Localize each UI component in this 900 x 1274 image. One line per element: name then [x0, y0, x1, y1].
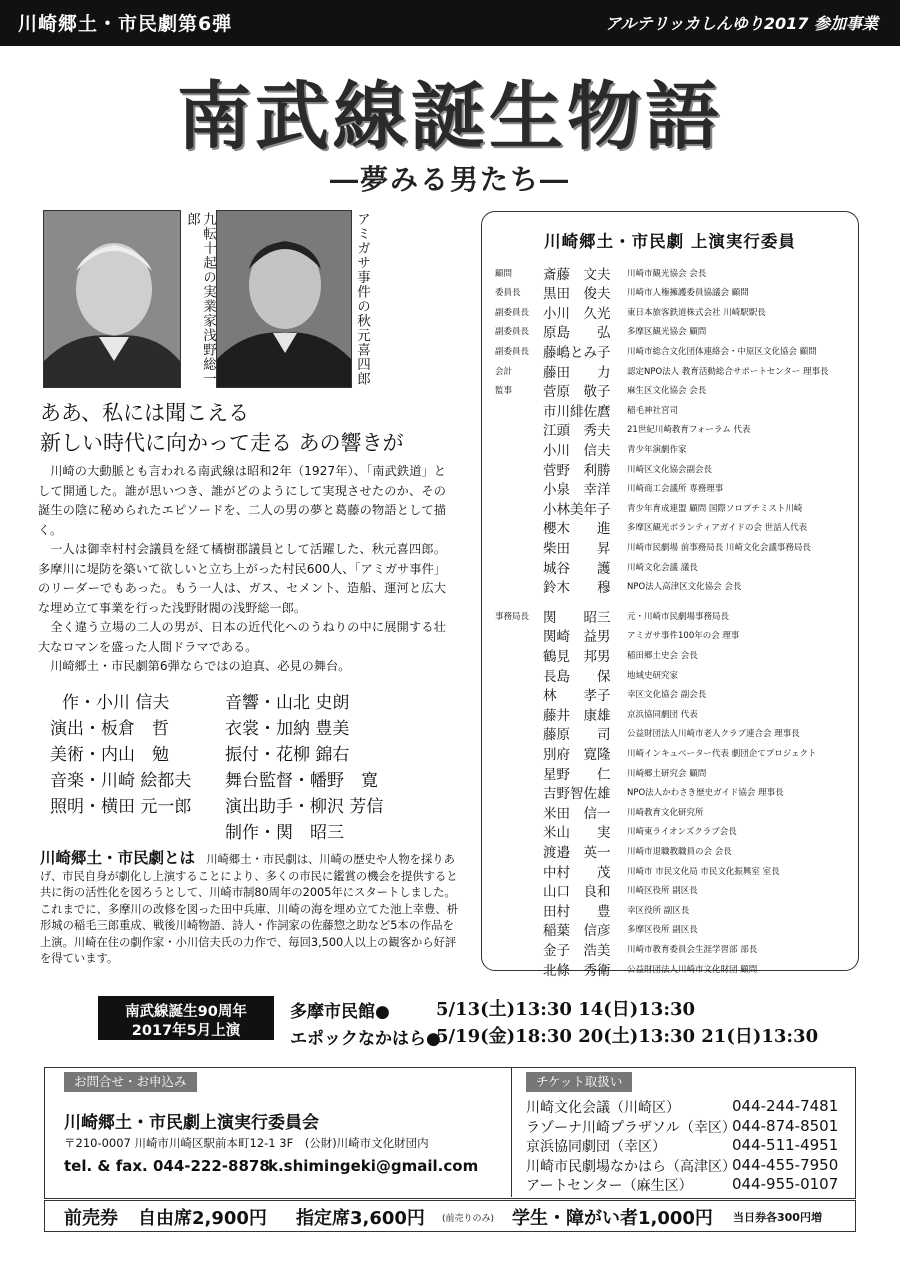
price-advance: 前売券 [64, 1208, 118, 1229]
price-reserved-note: (前売りのみ) [442, 1214, 495, 1224]
event-label: アルテリッカしんゆり2017 参加事業 [605, 14, 878, 33]
committee-name: 山口 良和 [543, 884, 611, 901]
committee-role: 事務局長 [495, 611, 530, 622]
committee-row [495, 958, 757, 978]
committee-org: 川崎市教育委員会生涯学習部 部長 [627, 944, 758, 955]
committee-org: 元・川崎市民劇場事務局長 [627, 611, 730, 622]
committee-role: 副委員長 [495, 346, 530, 357]
committee-name: 柴田 昇 [543, 540, 611, 557]
committee-name: 小川 久光 [543, 305, 611, 322]
committee-name: 鈴木 穆 [543, 580, 611, 597]
dates-epoch: 5/19(金)18:30 20(土)13:30 21(日)13:30 [436, 1026, 819, 1047]
committee-org: 川崎東ライオンズクラブ会長 [627, 827, 737, 838]
committee-name: 星野 仁 [543, 766, 611, 783]
lead-line-2: 新しい時代に向かって走る あの響きが [40, 431, 404, 455]
committee-org: 麻生区文化協会 会長 [627, 386, 707, 397]
committee-row [495, 419, 751, 439]
price-reserved: 指定席3,600円 [296, 1208, 425, 1229]
committee-row [495, 321, 706, 341]
committee-name: 小林美年子 [543, 501, 611, 518]
committee-org: 認定NPO法人 教育活動総合サポートセンター 理事長 [627, 366, 829, 377]
lead-line-1: ああ、私には聞こえる [40, 401, 250, 425]
committee-org: 地域史研究家 [627, 670, 679, 681]
contact-address: 〒210-0007 川崎市川崎区駅前本町12-1 3F (公財)川崎市文化財団内 [64, 1136, 429, 1150]
contact-org: 川崎郷土・市民劇上演実行委員会 [64, 1113, 319, 1133]
committee-row [495, 684, 706, 704]
committee-name: 金子 浩美 [543, 942, 611, 959]
credit-item: 作・小川 信夫 [62, 693, 170, 713]
credit-item: 音響・山北 史朗 [225, 693, 350, 713]
committee-name: 藤井 康雄 [543, 707, 611, 724]
committee-name: 藤田 力 [543, 364, 611, 381]
credit-item: 演出・板倉 哲 [50, 719, 169, 739]
committee-org: 公益財団法人川崎市文化財団 顧問 [627, 964, 758, 975]
committee-name: 藤嶋とみ子 [543, 344, 611, 361]
committee-org: 川崎市観光協会 会長 [627, 268, 707, 279]
story-body [38, 462, 446, 677]
committee-name: 米山 実 [543, 825, 611, 842]
info-divider [511, 1067, 512, 1197]
committee-name: 城谷 護 [543, 560, 611, 577]
tickets-tab: チケット取扱い [526, 1072, 632, 1092]
committee-row [495, 860, 780, 880]
committee-row [495, 664, 678, 684]
venue-epoch: エポックなかはら● [290, 1029, 441, 1049]
committee-name: 菅野 利勝 [543, 462, 611, 479]
committee-org: 多摩区観光ボランティアガイドの会 世話人代表 [627, 523, 808, 534]
committee-row [495, 625, 739, 645]
committee-org: 京浜協同劇団 代表 [627, 709, 698, 720]
credit-item: 演出助手・柳沢 芳信 [225, 797, 384, 817]
anniversary-line-1: 南武線誕生90周年 [125, 1004, 247, 1020]
caption-asano: 九転十起の実業家浅野総一郎 [184, 212, 216, 386]
price-same-day: 当日券各300円増 [733, 1211, 822, 1224]
committee-org: NPO法人高津区文化協会 会長 [627, 582, 742, 593]
committee-row [495, 340, 817, 360]
anniversary-badge [98, 996, 274, 1040]
committee-row [495, 360, 829, 380]
main-title: 南武線誕生物語 [177, 74, 723, 160]
committee-row [495, 840, 732, 860]
committee-row [495, 556, 698, 576]
about-section [40, 850, 464, 968]
committee-row [495, 762, 706, 782]
committee-org: 稲田郷土史会 会長 [627, 650, 698, 661]
committee-org: 川崎市 市民文化局 市民文化振興室 室長 [627, 866, 780, 877]
committee-row [495, 380, 706, 400]
committee-name: 櫻木 進 [543, 521, 611, 538]
credit-item: 美術・内山 勉 [50, 745, 169, 765]
ticket-phone: 044-955-0107 [732, 1175, 839, 1193]
ticket-place: アートセンター（麻生区） [526, 1178, 693, 1194]
ticket-phone: 044-244-7481 [732, 1097, 839, 1115]
story-paragraph: 一人は御幸村村会議員を経て橘樹郡議員として活躍した、秋元喜四郎。多摩川に堤防を築いて欲しいと立ち上がった村民600人、「アミガサ事件」のリーダーでもあった。もう一人は、ガス、セメント、造船、運河と広大な埋め立て事業を行った浅野財閥の浅野総一郎。 [38, 542, 446, 615]
committee-org: 青少年育成連盟 顧問 国際ソロプチミスト川崎 [627, 503, 803, 514]
committee-org: 川崎区役所 副区長 [627, 886, 698, 897]
ticket-phone: 044-455-7950 [732, 1155, 839, 1174]
committee-org: 川崎郷土研究会 顧問 [627, 768, 707, 779]
subtitle: ―夢みる男たち― [329, 163, 570, 196]
committee-title: 川崎郷土・市民劇 上演実行委員 [544, 232, 796, 251]
committee-org: 幸区文化協会 副会長 [627, 690, 707, 701]
contact-email: k.shimingeki@gmail.com [268, 1157, 479, 1175]
committee-org: 川崎市総合文化団体連絡会・中原区文化協会 顧問 [627, 346, 817, 357]
committee-org: 多摩区役所 副区長 [627, 925, 698, 936]
credit-item: 衣裳・加納 豊美 [225, 719, 350, 739]
dates-tama: 5/13(土)13:30 14(日)13:30 [436, 999, 696, 1020]
portrait-photo-asano [43, 210, 181, 388]
story-paragraph: 川崎の大動脈とも言われる南武線は昭和2年（1927年）、「南武鉄道」として開通した。誰が思いつき、誰がどのようにして実現させたのか、その誕生の陰に秘められたエピソードを、二人の男の夢と葛藤の物語として描く。 [38, 464, 446, 537]
committee-org: 東日本旅客鉄道株式会社 川崎駅駅長 [627, 307, 766, 318]
credit-item: 制作・関 昭三 [225, 823, 344, 843]
committee-org: 川崎教育文化研究所 [627, 807, 704, 818]
credits-right [225, 688, 383, 844]
committee-org: 公益財団法人川崎市老人クラブ連合会 理事長 [627, 729, 800, 740]
ticket-place: 京浜協同劇団（幸区） [526, 1139, 666, 1155]
committee-name: 鶴見 邦男 [543, 648, 611, 665]
committee-row [495, 723, 800, 743]
price-student: 学生・障がい者1,000円 [512, 1208, 713, 1229]
committee-name: 北條 秀衛 [543, 962, 611, 979]
committee-org: 青少年演劇作家 [627, 444, 687, 455]
credit-item: 照明・横田 元一郎 [50, 797, 192, 817]
credit-item: 振付・花柳 錦右 [225, 745, 350, 765]
committee-org: 稲毛神社宮司 [627, 405, 679, 416]
committee-row [495, 703, 698, 723]
committee-name: 黒田 俊夫 [543, 286, 611, 303]
committee-row [495, 301, 766, 321]
committee-row [495, 438, 687, 458]
committee-org: 幸区役所 副区長 [627, 905, 690, 916]
committee-name: 渡邉 英一 [543, 844, 611, 861]
committee-row [495, 282, 749, 302]
ticket-phone: 044-874-8501 [732, 1116, 839, 1135]
committee-role: 副委員長 [495, 307, 530, 318]
committee-name: 関 昭三 [543, 609, 611, 626]
committee-org: 川崎市退職教職員の会 会長 [627, 846, 732, 857]
committee-name: 菅原 敬子 [543, 384, 611, 401]
committee-org: 川崎文化会議 議長 [627, 562, 698, 573]
committee-row [495, 801, 704, 821]
committee-row [495, 644, 698, 664]
committee-name: 江頭 秀夫 [543, 423, 611, 440]
committee-row [495, 899, 689, 919]
committee-name: 田村 豊 [543, 903, 611, 920]
ticket-phone: 044-511-4951 [732, 1136, 839, 1154]
committee-org: 川崎市人権擁護委員協議会 顧問 [627, 288, 749, 299]
caption-akimoto: アミガサ事件の秋元喜四郎 [354, 212, 370, 386]
committee-org: 川崎市民劇場 前事務局長 川崎文化会議事務局長 [627, 542, 811, 553]
committee-row [495, 938, 757, 958]
committee-name: 小泉 幸洋 [543, 482, 611, 499]
committee-org: 川崎インキュベーター代表 劇団企てプロジェクト [627, 748, 817, 759]
committee-row [495, 497, 802, 517]
committee-row [495, 576, 741, 596]
committee-name: 別府 寛隆 [543, 746, 611, 763]
committee-row [495, 605, 729, 625]
committee-row [495, 782, 784, 802]
ticket-place: 川崎市民劇場なかはら（高津区） [526, 1158, 736, 1175]
about-heading: 川崎郷土・市民劇とは [40, 849, 196, 867]
story-paragraph: 川崎郷土・市民劇第6弾ならではの迫真、必見の舞台。 [50, 659, 351, 673]
committee-name: 林 孝子 [543, 688, 611, 705]
price-free-seat: 自由席2,900円 [138, 1208, 267, 1229]
committee-org: 多摩区観光協会 顧問 [627, 327, 707, 338]
committee-role: 顧問 [495, 268, 513, 279]
committee-name: 中村 茂 [543, 864, 611, 881]
committee-row [495, 478, 723, 498]
committee-role: 監事 [495, 386, 513, 397]
ticket-place: 川崎文化会議（川崎区） [526, 1100, 680, 1116]
committee-name: 小川 信夫 [543, 442, 611, 459]
committee-org: 川崎区文化協会副会長 [627, 464, 713, 475]
committee-row [495, 262, 706, 282]
committee-org: 21世紀川崎教育フォーラム 代表 [627, 425, 751, 436]
committee-name: 関崎 益男 [543, 629, 611, 646]
committee-org: アミガサ事件100年の会 理事 [627, 631, 740, 642]
committee-row [495, 821, 737, 841]
committee-org: 川崎商工会議所 専務理事 [627, 484, 724, 495]
committee-row [495, 458, 712, 478]
committee-row [495, 517, 807, 537]
committee-row [495, 742, 817, 762]
committee-row [495, 880, 698, 900]
credit-item: 音楽・川崎 絵都夫 [50, 771, 192, 791]
about-text: 川崎郷土・市民劇は、川崎の歴史や人物を採りあげ、市民自身が劇化し上演することにより、多くの市民に鑑賞の機会を提供すると共に街の活性化を図ろうとして、川崎市制80周年の2005年にスタートしました。 これまでに、多摩川の改修を図った田中兵庫、川崎の海を埋め立てた池上幸豊、枡形城の稲毛三郎重成、戦後川崎物語、詩人・作詞家の佐藤惣之助など5本の作品を上演。川崎在住の劇作家・小川信夫氏の力作で、毎回3,500人以上の観客から好評を得ています。 [40, 853, 458, 965]
committee-name: 長島 保 [543, 668, 611, 685]
portrait-photo-akimoto [216, 210, 352, 388]
committee-name: 稲葉 信彦 [543, 923, 611, 940]
committee-name: 市川緋佐麿 [543, 403, 611, 420]
committee-name: 米田 信一 [543, 805, 611, 822]
committee-role: 副委員長 [495, 327, 530, 338]
story-paragraph: 全く違う立場の二人の男が、日本の近代化へのうねりの中に展開する壮大なロマンを盛った人間ドラマである。 [38, 620, 446, 654]
header-bar [0, 0, 900, 46]
committee-role: 会計 [495, 366, 513, 377]
committee-row [495, 536, 811, 556]
credits-left [50, 688, 191, 818]
contact-tel: tel. & fax. 044-222-8878 [64, 1157, 270, 1175]
anniversary-line-2: 2017年5月上演 [131, 1023, 241, 1039]
contact-tab: お問合せ・お申込み [64, 1072, 197, 1092]
venue-tama: 多摩市民館● [290, 1002, 390, 1022]
committee-name: 原島 弘 [543, 325, 611, 342]
committee-role: 委員長 [495, 288, 521, 299]
committee-row [495, 919, 698, 939]
committee-org: NPO法人かわさき歴史ガイド協会 理事長 [627, 788, 784, 799]
committee-name: 藤原 司 [543, 727, 611, 744]
series-label: 川崎郷土・市民劇第6弾 [18, 13, 233, 35]
committee-name: 斎藤 文夫 [543, 266, 611, 283]
committee-row [495, 399, 678, 419]
credit-item: 舞台監督・幡野 寛 [225, 771, 378, 791]
ticket-place: ラゾーナ川崎プラザソル（幸区） [526, 1119, 736, 1136]
committee-name: 吉野智佐雄 [543, 786, 611, 803]
